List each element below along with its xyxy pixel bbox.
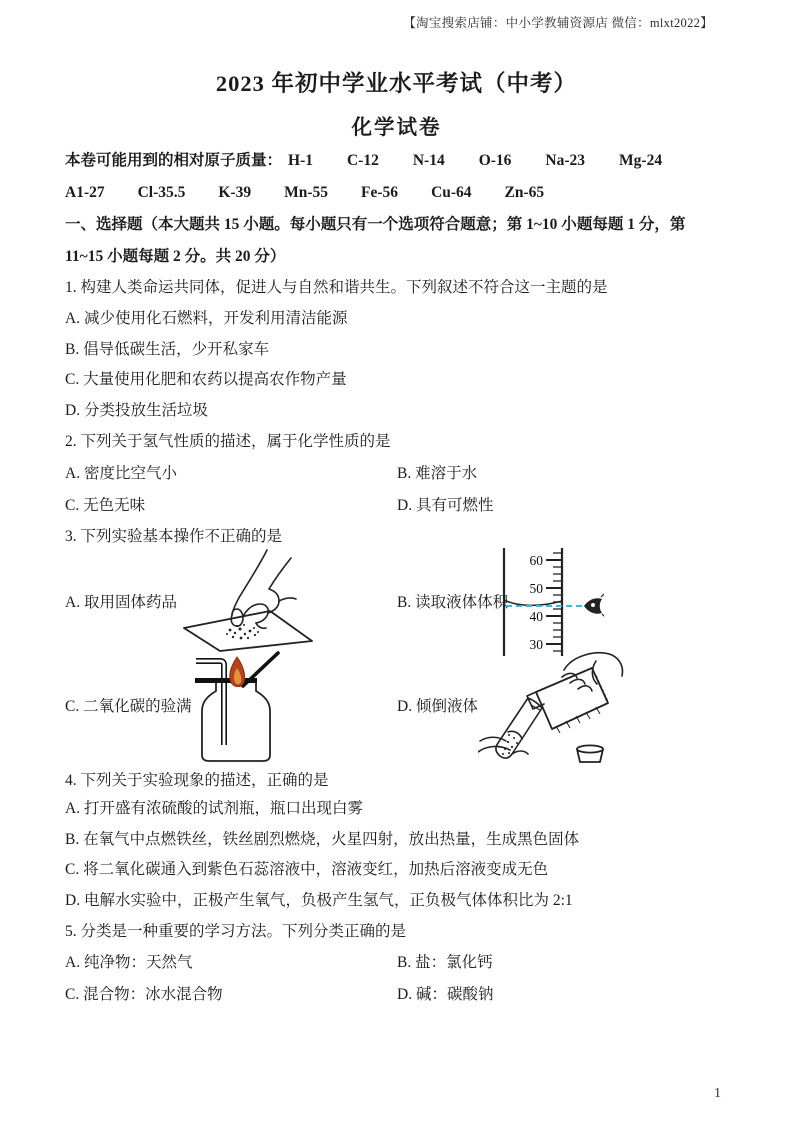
- paper-subtitle: 化学试卷: [351, 117, 442, 139]
- q5-option-a: A. 纯净物：天然气: [65, 954, 193, 971]
- q2-option-a: A. 密度比空气小: [65, 465, 177, 482]
- q1-option-d: D. 分类投放生活垃圾: [65, 402, 208, 419]
- q5-option-d: D. 碱：碳酸钠: [397, 986, 494, 1003]
- atomic-mass-item: Zn-65: [504, 184, 545, 201]
- q3-option-c-label: C. 二氧化碳的验满: [65, 698, 192, 715]
- q1-option-c: C. 大量使用化肥和农药以提高农作物产量: [65, 371, 347, 388]
- q3-stem: 3. 下列实验基本操作不正确的是: [65, 528, 283, 545]
- tick-label: 60: [529, 553, 543, 568]
- bottle-stopper: [577, 745, 603, 762]
- atomic-mass-item: A1-27: [65, 184, 105, 201]
- meniscus-curve: [504, 600, 562, 605]
- atomic-mass-label: 本卷可能用到的相对原子质量：: [65, 152, 283, 169]
- tick-label: 40: [529, 609, 543, 624]
- atomic-mass-item: H-1: [288, 152, 313, 169]
- atomic-mass-item: Cu-64: [431, 184, 472, 201]
- paper-sheet: [184, 611, 312, 651]
- gas-bottle: [202, 683, 270, 761]
- graduated-cylinder-figure: [496, 546, 604, 660]
- solid-transfer-figure: [170, 548, 320, 654]
- q4-stem: 4. 下列关于实验现象的描述，正确的是: [65, 772, 329, 789]
- q2-option-b: B. 难溶于水: [397, 465, 478, 482]
- q3-option-a-label: A. 取用固体药品: [65, 594, 177, 611]
- atomic-mass-line-2: [65, 183, 577, 202]
- q2-option-c: C. 无色无味: [65, 497, 146, 514]
- q4-option-b: B. 在氧气中点燃铁丝，铁丝剧烈燃烧，火星四射，放出热量，生成黑色固体: [65, 831, 580, 848]
- flame-icon: [230, 657, 245, 687]
- pouring-liquid-figure: [478, 646, 626, 768]
- wood-splint: [243, 653, 278, 686]
- q1-stem: 1. 构建人类命运共同体，促进人与自然和谐共生。下列叙述不符合这一主题的是: [65, 279, 608, 296]
- q1-option-a: A. 减少使用化石燃料，开发利用清洁能源: [65, 310, 348, 327]
- atomic-mass-item: K-39: [218, 184, 252, 201]
- atomic-mass-item: Na-23: [545, 152, 586, 169]
- atomic-mass-item: O-16: [478, 152, 512, 169]
- q2-stem: 2. 下列关于氢气性质的描述，属于化学性质的是: [65, 433, 391, 450]
- tick-label: 50: [529, 581, 543, 596]
- tick-label: 30: [529, 637, 543, 652]
- q2-option-d: D. 具有可燃性: [397, 497, 494, 514]
- atomic-mass-line-1: [65, 151, 696, 170]
- q5-option-c: C. 混合物：冰水混合物: [65, 986, 223, 1003]
- paper-title: 2023 年初中学业水平考试（中考）: [215, 71, 578, 96]
- atomic-mass-item: Mn-55: [284, 184, 329, 201]
- atomic-mass-item: Mg-24: [619, 152, 663, 169]
- atomic-mass-item: N-14: [412, 152, 445, 169]
- atomic-mass-item: Cl-35.5: [137, 184, 186, 201]
- q1-option-b: B. 倡导低碳生活，少开私家车: [65, 341, 270, 358]
- scale-labels: [530, 553, 544, 652]
- q4-option-c: C. 将二氧化碳通入到紫色石蕊溶液中，溶液变红，加热后溶液变成无色: [65, 861, 549, 878]
- q5-option-b: B. 盐：氯化钙: [397, 954, 493, 971]
- section-heading-line-1: 一、选择题（本大题共 15 小题。每小题只有一个选项符合题意；第 1~10 小题每题 1 分，第: [65, 216, 686, 233]
- section-heading-line-2: 11~15 小题每题 2 分。共 20 分）: [65, 248, 286, 265]
- page-number: 1: [714, 1086, 721, 1101]
- atomic-mass-item: Fe-56: [361, 184, 399, 201]
- q5-stem: 5. 分类是一种重要的学习方法。下列分类正确的是: [65, 923, 407, 940]
- shop-watermark: 【淘宝搜索店铺：中小学教辅资源店 微信：mlxt2022】: [403, 16, 713, 30]
- q4-option-a: A. 打开盛有浓硫酸的试剂瓶，瓶口出现白雾: [65, 800, 363, 817]
- q3-option-d-label: D. 倾倒液体: [397, 698, 478, 715]
- q3-option-b-label: B. 读取液体体积: [397, 594, 509, 611]
- gas-bottle-flame-figure: [190, 651, 282, 765]
- eye-icon: [584, 594, 604, 617]
- q4-option-d: D. 电解水实验中，正极产生氧气，负极产生氢气，正负极气体体积比为 2:1: [65, 892, 573, 909]
- atomic-mass-item: C-12: [346, 152, 379, 169]
